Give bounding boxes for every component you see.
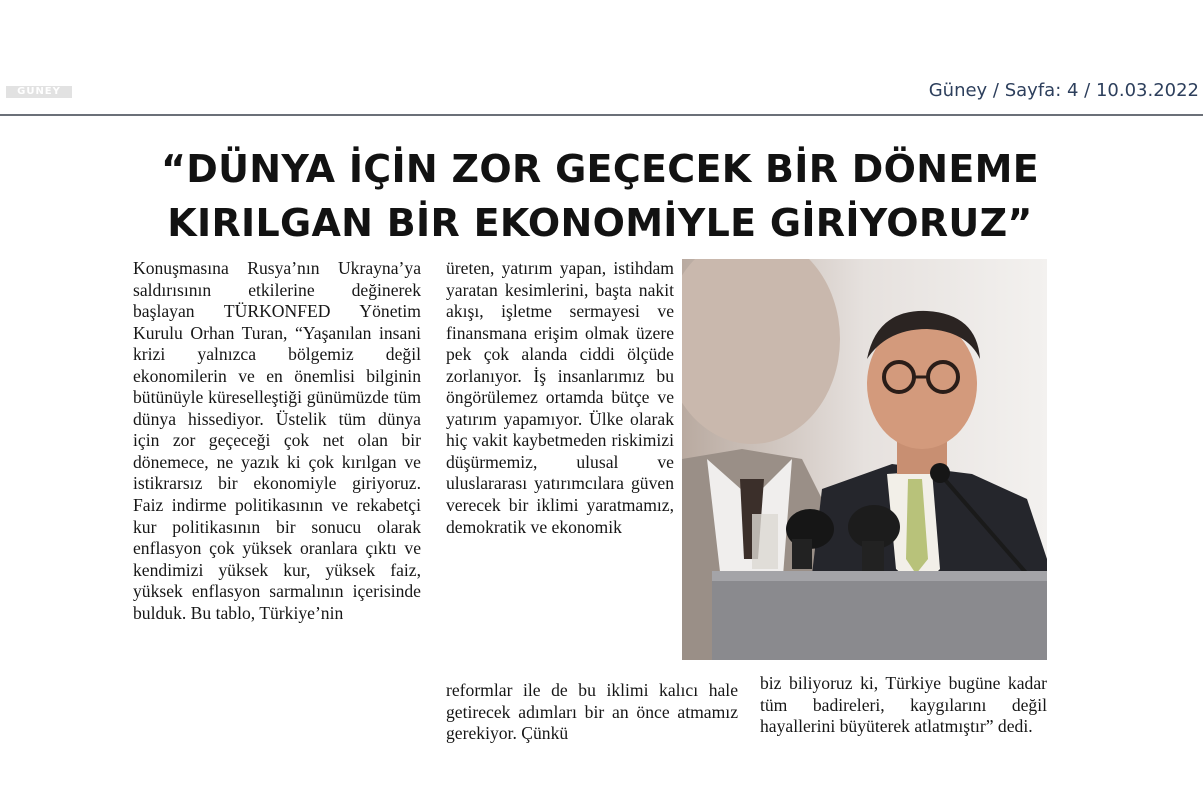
- article-column-2: [446, 258, 674, 538]
- speaker-photo: [682, 259, 1047, 660]
- column-3-text: biz biliyoruz ki, Türkiye bugüne kadar tüm badireleri, kaygılarını değil hayallerini büyüterek atlatmıştır” dedi.: [760, 673, 1047, 737]
- article-headline: [100, 142, 1100, 250]
- column-1-text: Konuşmasına Rusya’nın Ukrayna’ya saldırısının etkilerine değinerek başlayan TÜRKONFED Yönetim Kurulu Orhan Turan, “Yaşanılan insani krizi yalnızca bölgemiz değil ekonomilerin ve en önemlisi bilginin bütünüyle küreselleştiği günümüzde tüm dünya hissediyor. Üstelik tüm dünya için zor geçeceği çok net olan bir dönemece, ne yazık ki çok kırılgan ve istikrarsız bir ekonomiyle giriyoruz. Faiz indirme politikasının ve rekabetçi kur politikasının bir sonucu olarak enflasyon çok yüksek oranlara çıktı ve kendimizi yüksek kur, yüksek faiz, yüksek enflasyon sarmalının içerisinde bulduk. Bu tablo, Türkiye’nin: [133, 258, 421, 623]
- masthead: [0, 0, 1203, 116]
- header-divider: [0, 114, 1203, 116]
- headline-line-2: KIRILGAN BİR EKONOMİYLE GİRİYORUZ”: [167, 201, 1033, 245]
- article-column-2-continued: [446, 680, 738, 745]
- article-column-3: [760, 673, 1047, 738]
- article-column-1: [133, 258, 421, 624]
- newspaper-logo: GÜNEY: [6, 86, 72, 98]
- column-2-text: üreten, yatırım yapan, istihdam yaratan kesimlerini, başta nakit akışı, işletme sermayesi ve finansmana erişim olmak üzere pek çok alanda ciddi ölçüde zorlanıyor. İş insanlarımız bu öngörülemez ortamda bütçe ve yatırım yapamıyor. Ülke olarak hiç vakit kaybetmeden riskimizi düşürmemiz, ulusal ve uluslararası yatırımcılara güven verecek bir iklimi yaratmamız, demokratik ve ekonomik: [446, 258, 674, 537]
- headline-line-1: “DÜNYA İÇİN ZOR GEÇECEK BİR DÖNEME: [161, 147, 1039, 191]
- column-2-bottom-text: reformlar ile de bu iklimi kalıcı hale getirecek adımları bir an önce atmamız gerekiyor. Çünkü: [446, 680, 738, 744]
- source-line: Güney / Sayfa: 4 / 10.03.2022: [928, 80, 1199, 101]
